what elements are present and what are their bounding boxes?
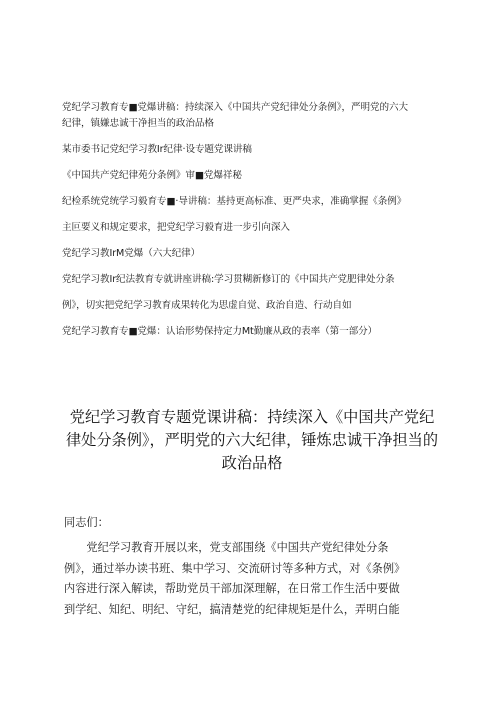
toc-item-line: 党纪学习教IrM党爆（六大纪律）	[62, 248, 201, 259]
body-line: 党纪学习教育开展以来，党支部围绕《中国共产党纪律处分条	[64, 541, 389, 554]
toc-item-line: 党纪学习教育专■党爆讲稿：持续深入《中国共产党纪律处分条例》，严明党的六大	[62, 102, 408, 113]
toc-item[interactable]	[62, 246, 452, 262]
toc-item-line: 党纪学习教育专■党爆：认诒形势保持定力Mt勤廉从政的表率（第一部分）	[62, 326, 378, 337]
toc-item-line: 纪律，镇嫌忠诚干净担当的政治品格	[62, 118, 214, 129]
toc-item[interactable]	[62, 272, 452, 314]
title-line: 政治品格	[221, 454, 283, 472]
toc-item[interactable]	[62, 194, 452, 210]
toc-item[interactable]	[62, 142, 452, 158]
toc-item-line: 主叵要义和规定要求，把党纪学习毅育进一步引向深入	[62, 222, 290, 233]
toc-item-line: 《中国共产党纪律苑分条例》审■党爆祥秘	[62, 170, 242, 181]
document-title	[60, 406, 444, 475]
body-line: 内容进行深入解读，帮助党员干部加深理解，在日常工作生活中要做	[64, 582, 400, 596]
toc-item[interactable]	[62, 220, 452, 236]
salutation: 同志们：	[64, 516, 109, 529]
title-line: 党纪学习教育专题党课讲稿：持续深入《中国共产党纪	[69, 408, 435, 426]
toc-item-line: 纪检系统党统学习毅育专■·导讲稿：基持更高标准、更严央求，准确掌握《条例》	[62, 196, 407, 207]
toc-item[interactable]	[62, 324, 452, 340]
title-line: 律处分条例》，严明党的六大纪律，锤炼忠诚干净担当的	[65, 431, 439, 449]
toc-item[interactable]	[62, 168, 452, 184]
body-line: 到学纪、知纪、明纪、守纪，搞清楚党的纪律规矩是什么，弄明白能	[64, 602, 400, 616]
toc-item-line: 某市委书记党纪学习教Ir纪律·设专题党课讲稿	[62, 144, 252, 155]
body-line: 例》，通过举办读书班、集中学习、交流研讨等多种方式，对《条例》	[64, 561, 406, 575]
toc-item[interactable]	[62, 100, 452, 132]
table-of-contents	[62, 100, 452, 340]
document-body	[64, 513, 442, 620]
toc-item-line: 例》，切实把党纪学习教育成果转化为思虚自觉、政治自造、行动自如	[62, 300, 352, 311]
toc-item-line: 党纪学习教Ir纪法教育专就讲座讲稿:学习贯糊新修订的《中国共产党肥律处分条	[62, 274, 395, 285]
